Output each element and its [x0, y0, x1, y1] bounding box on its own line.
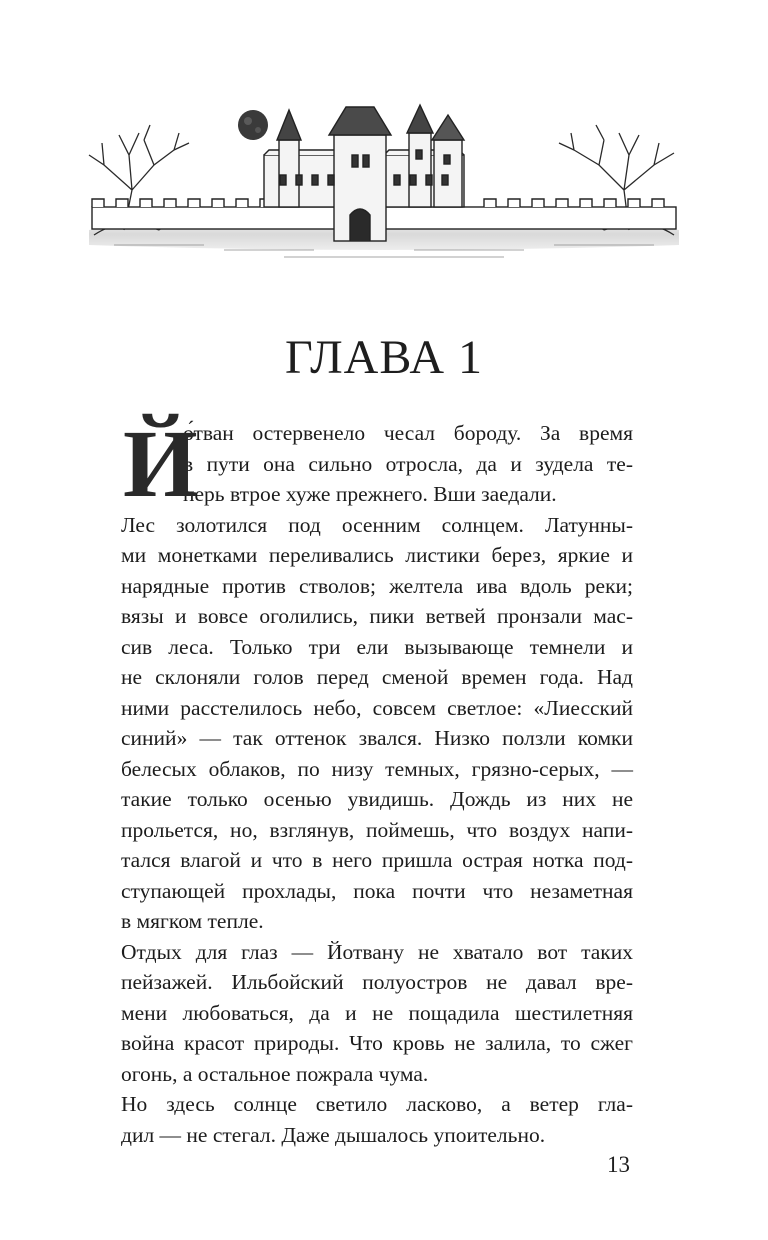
chapter-title: ГЛАВА 1 [284, 331, 483, 384]
text-line: тался влагой и что в него пришла острая нотка под- [121, 848, 633, 872]
text-line: прольется, но, взглянув, поймешь, что воздух напи- [121, 817, 633, 842]
text-line: Отдых для глаз — Йотвану не хватало вот таких [121, 939, 633, 964]
moon-icon [238, 110, 268, 140]
text-line: о́тван остервенело чесал бороду. За время [183, 421, 633, 445]
text-line: такие только осенью увидишь. Дождь из них не [121, 787, 633, 811]
text-line: пейзажей. Ильбойский полуостров не давал вре- [121, 970, 633, 994]
text-line: мени любоваться, да и не пощадила шестилетняя [121, 1000, 633, 1025]
text-line: в мягком тепле. [121, 909, 264, 933]
text-line: синий» — так оттенок звался. Низко ползли комки [121, 726, 633, 750]
text-line: огонь, а остальное пожрала чума. [121, 1061, 429, 1086]
text-line: Но здесь солнце светило ласково, а ветер гла- [121, 1092, 633, 1116]
text-line: война красот природы. Что кровь не залила, то сжег [121, 1031, 633, 1055]
text-line: в пути она сильно отросла, да и зудела те- [183, 451, 633, 476]
text-line: Лес золотился под осенним солнцем. Латунны- [121, 512, 633, 537]
text-line: не склоняли голов перед сменой времен года. Над [121, 665, 633, 689]
text-line: вязы и вовсе оголились, пики ветвей пронзали мас- [121, 604, 633, 628]
dropcap-letter [121, 404, 198, 517]
text-line: дил — не стегал. Даже дышалось упоительно. [121, 1122, 546, 1147]
text-line: ступающей прохлады, пока почти что незаметная [121, 878, 633, 903]
text-line: белесых облаков, по низу темных, грязно-серых, — [121, 756, 633, 781]
castle-illustration [84, 95, 684, 290]
page-number: 13 [607, 1152, 630, 1177]
text-line: сив леса. Только три ели вызывающе темнели и [121, 634, 633, 659]
text-line: ми монетками переливались листики берез, яркие и [121, 543, 633, 567]
text-line: нарядные против стволов; желтела ива вдоль реки; [121, 573, 633, 598]
chapter-text [121, 410, 633, 1150]
svg-text:Й: Й [123, 410, 198, 517]
text-line: ними расстелилось небо, совсем светлое: «Лиесский [121, 695, 633, 720]
text-line: перь втрое хуже прежнего. Вши заедали. [183, 482, 557, 506]
